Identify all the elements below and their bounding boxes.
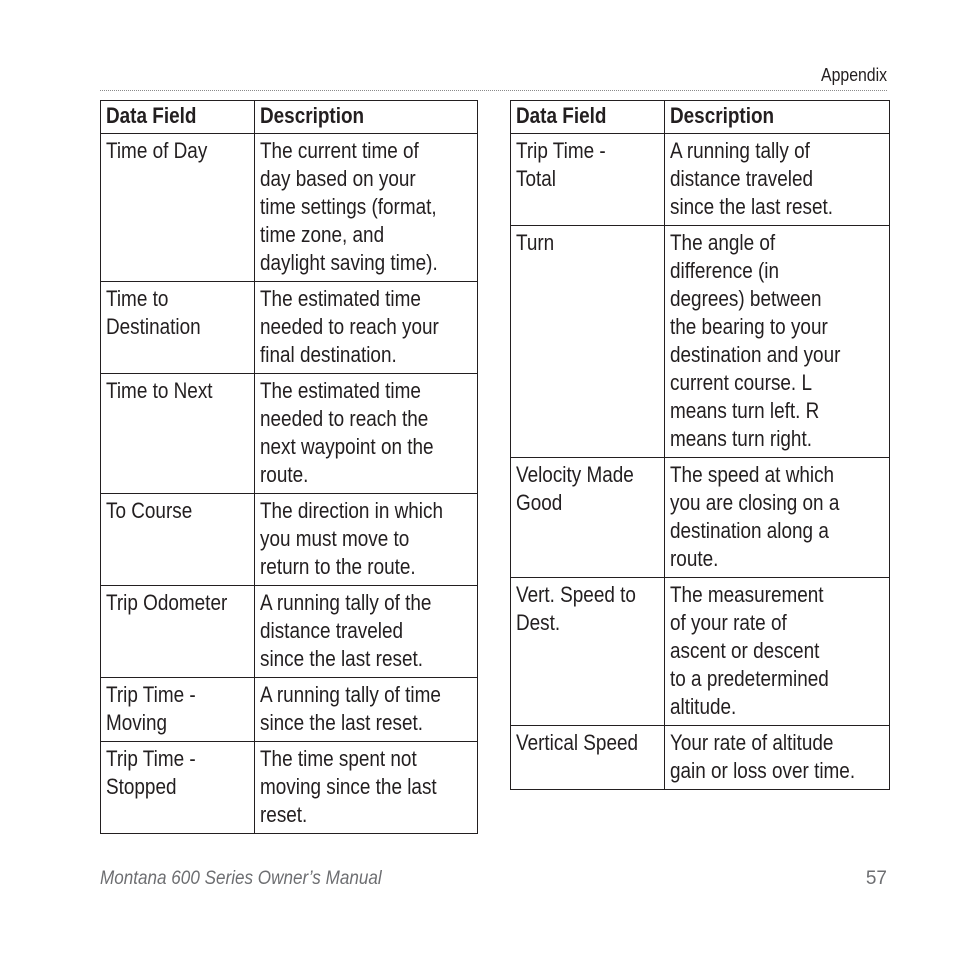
cell-text-line: The speed at which: [670, 462, 835, 487]
table-row: [511, 458, 890, 578]
data-field-cell: [511, 226, 665, 458]
cell-text-line: Trip Time -: [106, 746, 196, 771]
data-field-cell: [101, 742, 255, 834]
cell-text-line: Stopped: [106, 774, 177, 799]
table-row: [101, 282, 478, 374]
cell-text-line: A running tally of time: [260, 682, 441, 707]
description-cell: [665, 226, 890, 458]
data-field-cell: [511, 134, 665, 226]
data-field-cell: [511, 458, 665, 578]
data-field-cell: [101, 282, 255, 374]
cell-text-line: destination along a: [670, 518, 829, 543]
cell-text-line: Trip Time -: [516, 138, 606, 163]
cell-text-line: The estimated time: [260, 286, 421, 311]
table-row: [101, 742, 478, 834]
cell-text-line: To Course: [106, 498, 193, 523]
cell-text-line: Vertical Speed: [516, 730, 639, 755]
cell-text-line: you must move to: [260, 526, 410, 551]
cell-text-line: altitude.: [670, 694, 737, 719]
table-header-row: [101, 101, 478, 134]
cell-text-line: Velocity Made: [516, 462, 634, 487]
cell-text-line: Trip Time -: [106, 682, 196, 707]
cell-text-line: since the last reset.: [260, 646, 424, 671]
cell-text-line: The estimated time: [260, 378, 421, 403]
cell-text-line: daylight saving time).: [260, 250, 438, 275]
cell-text-line: degrees) between: [670, 286, 822, 311]
cell-text-line: Time to Next: [106, 378, 213, 403]
data-field-cell: [101, 374, 255, 494]
data-field-cell: [511, 578, 665, 726]
data-field-table-left: [100, 100, 478, 834]
cell-text-line: reset.: [260, 802, 308, 827]
cell-text-line: Turn: [516, 230, 555, 255]
description-cell: [255, 494, 478, 586]
cell-text-line: Destination: [106, 314, 201, 339]
cell-text-line: difference (in: [670, 258, 780, 283]
cell-text-line: The current time of: [260, 138, 419, 163]
cell-text-line: Moving: [106, 710, 167, 735]
cell-text-line: return to the route.: [260, 554, 416, 579]
column-header-data-field: Data Field: [511, 101, 665, 134]
description-cell: [255, 742, 478, 834]
data-field-cell: [101, 678, 255, 742]
table-row: [101, 134, 478, 282]
cell-text-line: needed to reach your: [260, 314, 439, 339]
cell-text-line: next waypoint on the: [260, 434, 434, 459]
cell-text-line: means turn left. R: [670, 398, 820, 423]
cell-text-line: The measurement: [670, 582, 824, 607]
cell-text-line: The time spent not: [260, 746, 417, 771]
description-cell: [255, 134, 478, 282]
cell-text-line: current course. L: [670, 370, 812, 395]
data-field-cell: [101, 494, 255, 586]
table-row: [101, 374, 478, 494]
cell-text-line: Time to: [106, 286, 169, 311]
cell-text-line: needed to reach the: [260, 406, 429, 431]
cell-text-line: distance traveled: [670, 166, 814, 191]
column-header-data-field: Data Field: [101, 101, 255, 134]
cell-text-line: of your rate of: [670, 610, 787, 635]
cell-text-line: Trip Odometer: [106, 590, 228, 615]
cell-text-line: moving since the last: [260, 774, 437, 799]
cell-text-line: A running tally of: [670, 138, 810, 163]
data-field-cell: [101, 134, 255, 282]
table-row: [101, 494, 478, 586]
column-header-description: Description: [665, 101, 890, 134]
column-header-description: Description: [255, 101, 478, 134]
description-cell: [665, 578, 890, 726]
cell-text-line: Dest.: [516, 610, 561, 635]
cell-text-line: time settings (format,: [260, 194, 437, 219]
page-footer: [100, 868, 887, 892]
cell-text-line: means turn right.: [670, 426, 812, 451]
table-row: [511, 134, 890, 226]
description-cell: [665, 726, 890, 790]
description-cell: [255, 374, 478, 494]
page-number: 57: [865, 868, 887, 889]
cell-text-line: route.: [670, 546, 719, 571]
cell-text-line: Vert. Speed to: [516, 582, 636, 607]
table-row: [511, 726, 890, 790]
cell-text-line: time zone, and: [260, 222, 385, 247]
data-field-cell: [511, 726, 665, 790]
description-cell: [665, 134, 890, 226]
cell-text-line: gain or loss over time.: [670, 758, 856, 783]
cell-text-line: destination and your: [670, 342, 841, 367]
data-field-cell: [101, 586, 255, 678]
cell-text-line: final destination.: [260, 342, 397, 367]
cell-text-line: The angle of: [670, 230, 776, 255]
data-field-table-right: [510, 100, 890, 790]
cell-text-line: day based on your: [260, 166, 416, 191]
cell-text-line: Time of Day: [106, 138, 208, 163]
cell-text-line: Total: [516, 166, 556, 191]
cell-text-line: route.: [260, 462, 309, 487]
table-row: [101, 678, 478, 742]
cell-text-line: since the last reset.: [670, 194, 834, 219]
description-cell: [255, 586, 478, 678]
cell-text-line: to a predetermined: [670, 666, 829, 691]
cell-text-line: since the last reset.: [260, 710, 424, 735]
cell-text-line: the bearing to your: [670, 314, 828, 339]
table-header-row: [511, 101, 890, 134]
page-header: [100, 62, 887, 91]
cell-text-line: Good: [516, 490, 563, 515]
description-cell: [255, 282, 478, 374]
cell-text-line: A running tally of the: [260, 590, 432, 615]
cell-text-line: The direction in which: [260, 498, 443, 523]
manual-title: Montana 600 Series Owner’s Manual: [100, 868, 382, 889]
table-row: [511, 578, 890, 726]
cell-text-line: Your rate of altitude: [670, 730, 834, 755]
table-row: [101, 586, 478, 678]
cell-text-line: ascent or descent: [670, 638, 820, 663]
table-row: [511, 226, 890, 458]
section-name: Appendix: [820, 65, 887, 85]
description-cell: [665, 458, 890, 578]
cell-text-line: distance traveled: [260, 618, 404, 643]
description-cell: [255, 678, 478, 742]
cell-text-line: you are closing on a: [670, 490, 840, 515]
